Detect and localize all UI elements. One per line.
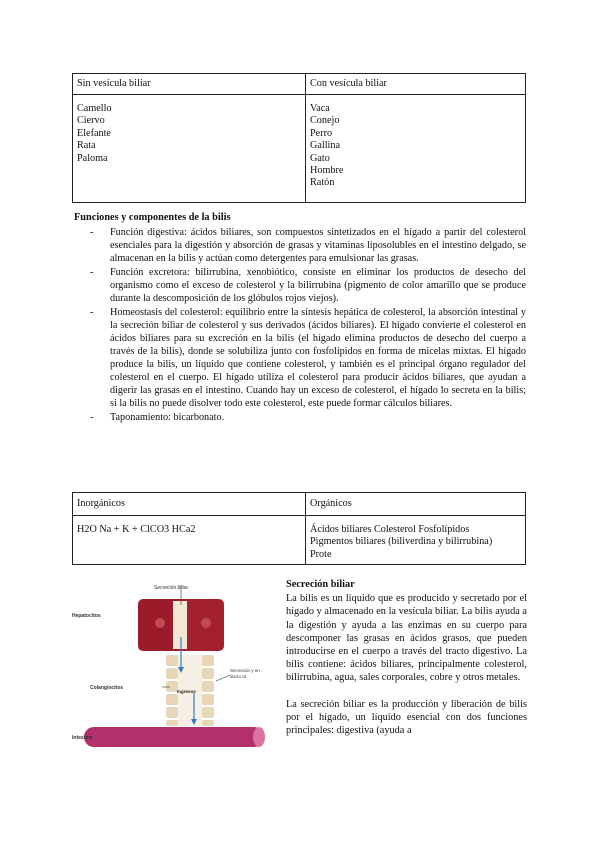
label-intestine: Intestino [72, 735, 93, 741]
table-header: Sin vesícula biliar [73, 74, 306, 95]
component-item: Ácidos biliares Colesterol Fosfolípidos [310, 524, 470, 535]
table-cell [306, 516, 526, 565]
section-title: Secreción biliar [286, 579, 355, 590]
bile-secretion-section [286, 578, 527, 737]
paragraph: La secreción biliar es la producción y liberación de bilis por el hígado, un líquido esencial con dos funciones principales: digestiva (ayuda a [286, 698, 527, 737]
label-cholangiocytes: Colangiocitos [90, 685, 124, 691]
label-top: Secreción biliar [154, 585, 189, 591]
label-hepatocytes: Hepatocitos [72, 613, 101, 619]
label-secretion: Secreción y en [230, 668, 260, 673]
label-duct: ducto at [230, 674, 247, 679]
animal-item: Conejo [310, 115, 340, 127]
component-item: Prote [310, 548, 332, 560]
animal-item: Ratón [310, 177, 335, 189]
animal-item: Vaca [310, 103, 330, 114]
cholangiocyte-column-right [202, 655, 214, 726]
intestine-tube [84, 727, 264, 747]
canaliculus [173, 601, 187, 649]
animal-item: Elefante [77, 127, 111, 139]
animal-item: Perro [310, 127, 333, 139]
paragraph: La bilis es un líquido que es producido y secretado por el hígado y almacenado en la vesícula biliar. La bilis ayuda a la digestión y ayuda a las enzimas en su cuerpo para descomponer las grasas en ácidos grasos, que pueden introducirse en el cuerpo a través del tracto digestivo. La bilis contiene: ácidos biliares, principalmente colesterol, bilirrubina, agua, sales corporales, cobre y otros metales. [286, 593, 527, 684]
label-center: Ingresos [177, 689, 196, 694]
component-item: H2O Na + K + ClCO3 HCa2 [77, 524, 196, 535]
dash-bullet: - [90, 267, 94, 278]
table-cell [73, 516, 306, 565]
list-item [74, 411, 526, 424]
table-header: Con vesícula biliar [306, 74, 526, 95]
table-cell [73, 95, 306, 203]
bullet-list [74, 226, 526, 425]
list-item [74, 266, 526, 305]
list-item [74, 226, 526, 265]
list-item-text: Homeostasis del colesterol: equilibrio entre la síntesis hepática de colesterol, la absorción intestinal y la secreción biliar de colesterol y sus derivados (ácidos biliares). El hígado convierte el colesterol en ácidos biliares para su excreción en la bilis (el hígado elimina productos de desecho del cuerpo a través de la bilis), donde se solubiliza junto con fosfolípidos en forma de micelas mixtas. El hígado produce la bilis, un líquido que contiene colesterol, y también es el principal órgano regulador del colesterol en el cuerpo. El hígado utiliza el colesterol para producir ácidos biliares, que ayudan a digerir las grasas en el intestino. Cuando hay un exceso de colesterol, el hígado lo secreta en la bilis; si la bilis no puede disolver todo este colesterol, este puede formar cálculos biliares. [110, 307, 526, 409]
table-header: Orgánicos [306, 493, 526, 516]
animal-item: Paloma [77, 152, 108, 164]
animal-item: Rata [77, 140, 96, 152]
table-cell [306, 95, 526, 203]
list-item [74, 306, 526, 410]
section-heading: Funciones y componentes de la bilis [74, 212, 231, 223]
animal-item: Hombre [310, 165, 344, 177]
list-item-text: Función digestiva: ácidos biliares, son compuestos sintetizados en el hígado a partir del colesterol esenciales para la digestión y absorción de grasas y vitaminas liposolubles en el intestino delgado, se almacenan en la bilis y actúan como detergentes para emulsionar las grasas. [110, 227, 526, 264]
components-table [72, 492, 526, 565]
animal-item: Ciervo [77, 115, 105, 127]
list-item-text: Taponamiento: bicarbonato. [110, 412, 225, 423]
table-header: Inorgánicos [73, 493, 306, 516]
animal-item: Gato [310, 152, 330, 164]
dash-bullet: - [90, 227, 94, 238]
dash-bullet: - [90, 307, 94, 318]
gallbladder-table [72, 73, 526, 203]
animal-item: Gallina [310, 140, 340, 152]
dash-bullet: - [90, 412, 94, 423]
animal-item: Camello [77, 103, 112, 114]
list-item-text: Función excretora: bilirrubina, xenobiótico, consiste en eliminar los productos de desecho del organismo como el exceso de colesterol y la bilirrubina (pigmento de color amarillo que se produce durante la descomposición de los glóbulos rojos viejos). [110, 267, 526, 304]
component-item: Pigmentos biliares (biliverdina y bilirrubina) [310, 536, 493, 548]
bile-secretion-diagram [70, 575, 270, 755]
